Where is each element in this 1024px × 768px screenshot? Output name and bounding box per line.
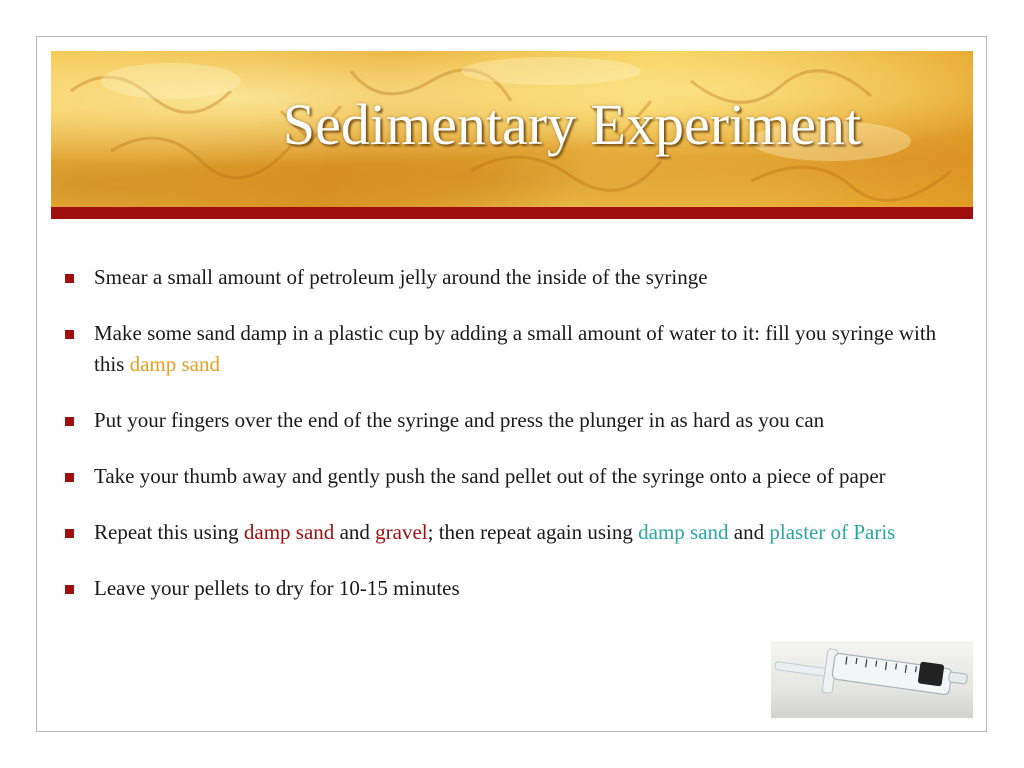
title-banner (51, 51, 973, 207)
highlighted-text: damp sand (638, 520, 729, 544)
bullet-text-segment: Make some sand damp in a plastic cup by adding a small amount of water to it: fill you syringe with this (94, 321, 937, 376)
square-bullet-icon (65, 529, 74, 538)
syringe-photo (771, 641, 973, 718)
bullet-item (62, 573, 962, 604)
bullet-text (94, 408, 824, 432)
bullet-text-segment: Put your fingers over the end of the syringe and press the plunger in as hard as you can (94, 408, 825, 432)
bullet-text-segment: and (728, 520, 770, 544)
bullet-text (94, 265, 708, 289)
square-bullet-icon (65, 585, 74, 594)
bullet-text (94, 321, 936, 376)
bullet-text-segment: Smear a small amount of petroleum jelly around the inside of the syringe (94, 265, 708, 289)
bullet-list (62, 262, 962, 629)
highlighted-text: gravel (375, 520, 428, 544)
bullet-text (94, 576, 460, 600)
bullet-item (62, 262, 962, 293)
highlighted-text: plaster of Paris (769, 520, 896, 544)
square-bullet-icon (65, 417, 74, 426)
bullet-text-segment: Take your thumb away and gently push the sand pellet out of the syringe onto a piece of paper (94, 464, 886, 488)
square-bullet-icon (65, 330, 74, 339)
bullet-text-segment: ; then repeat again using (427, 520, 639, 544)
bullet-text-segment: and (334, 520, 376, 544)
highlighted-text: damp sand (243, 520, 335, 544)
bullet-text (94, 520, 895, 544)
bullet-text-segment: Repeat this using (94, 520, 244, 544)
bullet-item (62, 405, 962, 436)
square-bullet-icon (65, 274, 74, 283)
title-underline-bar (51, 207, 973, 219)
syringe-icon (771, 641, 973, 718)
bullet-item (62, 461, 962, 492)
bullet-item (62, 318, 962, 380)
square-bullet-icon (65, 473, 74, 482)
bullet-text-segment: Leave your pellets to dry for 10-15 minutes (94, 576, 460, 600)
slide-title: Sedimentary Experiment (282, 92, 862, 157)
bullet-text (94, 464, 886, 488)
highlighted-text: damp sand (129, 352, 220, 376)
bullet-item (62, 517, 962, 548)
